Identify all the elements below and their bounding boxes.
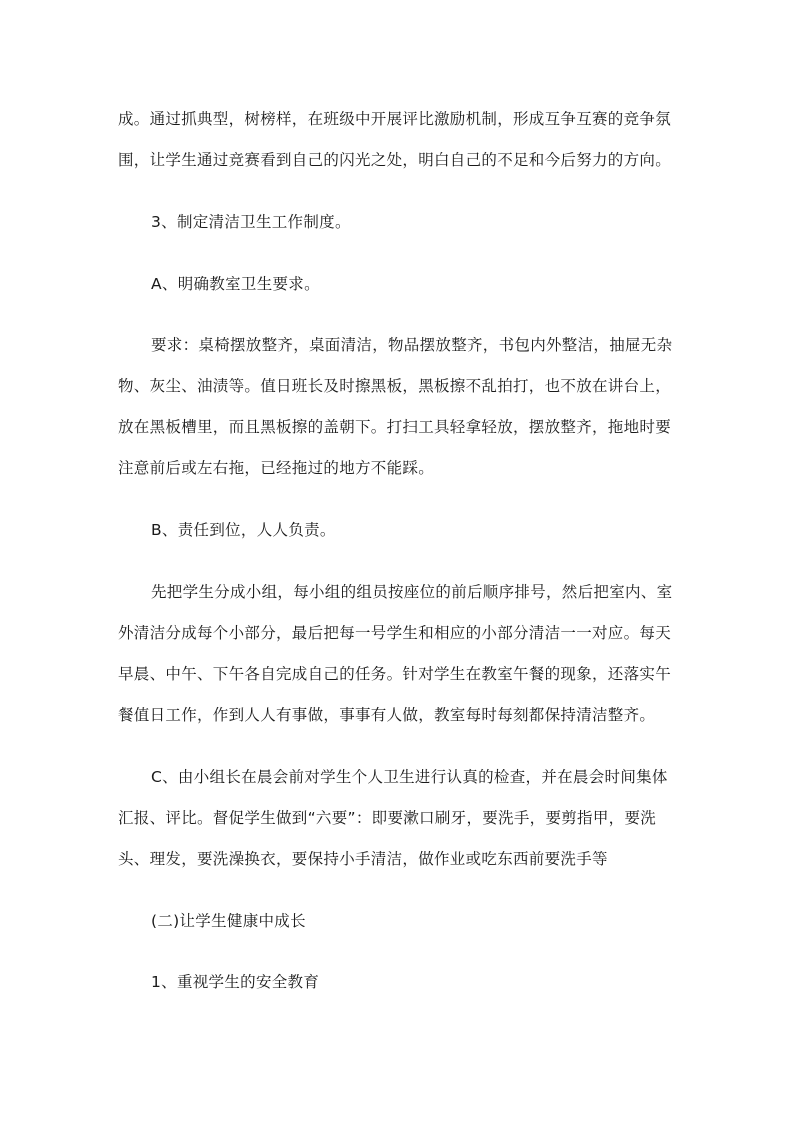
paragraph-groups [118, 572, 678, 736]
heading-text: (二)让学生健康中成长 [151, 912, 306, 930]
subheading-responsibility [118, 510, 678, 551]
text-line: C、由小组长在晨会前对学生个人卫生进行认真的检查，并在晨会时间集体 [151, 768, 668, 786]
paragraph-competition [118, 99, 678, 181]
text-line: 先把学生分成小组，每小组的组员按座位的前后顺序排号，然后把室内、室 [151, 583, 673, 601]
heading-text: 1、重视学生的安全教育 [151, 973, 320, 991]
section-heading-healthy-growth [118, 901, 678, 942]
heading-text: A、明确教室卫生要求。 [151, 275, 320, 293]
heading-text: B、责任到位，人人负责。 [151, 521, 336, 539]
text-line: 围，让学生通过竞赛看到自己的闪光之处，明白自己的不足和今后努力的方向。 [118, 151, 672, 169]
text-line: 汇报、评比。督促学生做到“六要”：即要漱口刷牙，要洗手，要剪指甲，要洗 [118, 809, 657, 827]
section-heading-cleaning-system [118, 202, 678, 243]
text-line: 要求：桌椅摆放整齐，桌面清洁，物品摆放整齐，书包内外整洁，抽屉无杂 [151, 336, 673, 354]
text-line: 头、理发，要洗澡换衣，要保持小手清洁，做作业或吃东西前要洗手等 [118, 850, 608, 868]
paragraph-personal-hygiene [118, 757, 678, 880]
text-line: 早晨、中午、下午各自完成自己的任务。针对学生在教室午餐的现象，还落实午 [118, 665, 672, 683]
text-line: 餐值日工作，作到人人有事做，事事有人做，教室每时每刻都保持清洁整齐。 [118, 706, 656, 724]
subheading-safety-education [118, 962, 678, 1003]
text-line: 外清洁分成每个小部分，最后把每一号学生和相应的小部分清洁一一对应。每天 [118, 624, 672, 642]
text-line: 成。通过抓典型，树榜样，在班级中开展评比激励机制，形成互争互赛的竞争氛 [118, 110, 672, 128]
text-line: 注意前后或左右拖，已经拖过的地方不能踩。 [118, 459, 435, 477]
subheading-classroom-requirements [118, 264, 678, 305]
paragraph-requirements [118, 325, 678, 489]
text-line: 放在黑板槽里，而且黑板擦的盖朝下。打扫工具轻拿轻放，摆放整齐，拖地时要 [118, 418, 672, 436]
heading-text: 3、制定清洁卫生工作制度。 [151, 213, 351, 231]
text-line: 物、灰尘、油渍等。值日班长及时擦黑板，黑板擦不乱拍打，也不放在讲台上， [118, 377, 672, 395]
